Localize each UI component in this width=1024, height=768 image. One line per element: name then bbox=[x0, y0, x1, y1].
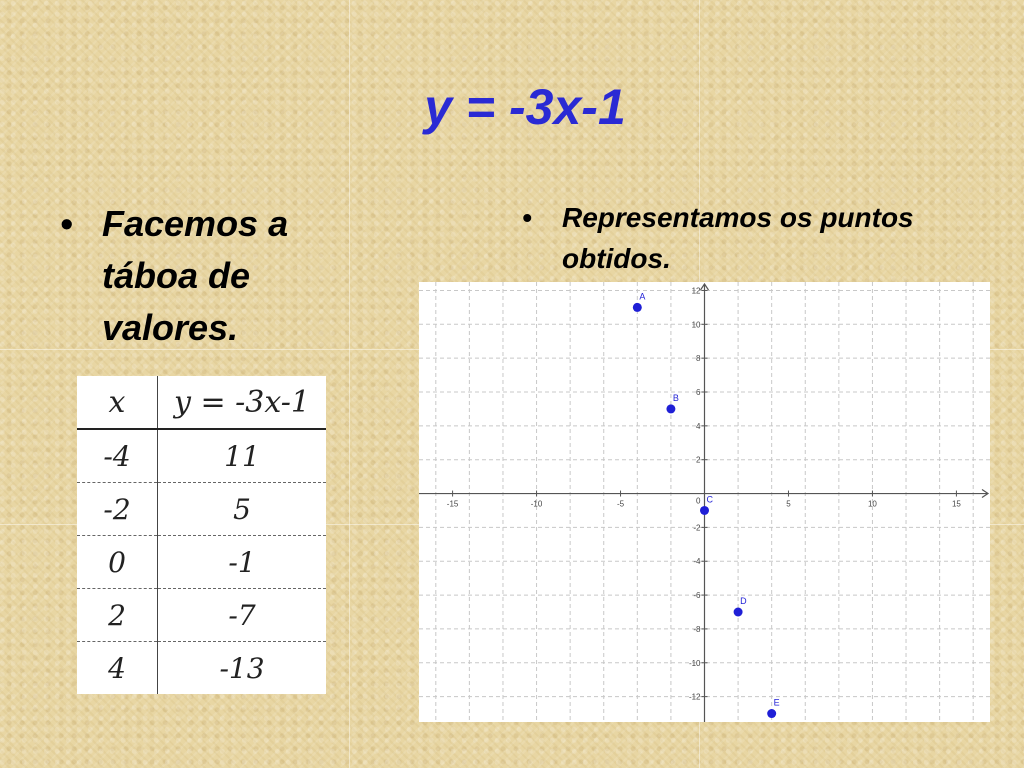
table-header-row bbox=[77, 376, 326, 429]
data-point bbox=[767, 709, 776, 718]
table-header-x: x bbox=[77, 376, 158, 429]
table-cell-y: 5 bbox=[158, 483, 327, 536]
values-table bbox=[77, 376, 326, 694]
table-cell-x: 0 bbox=[77, 536, 158, 589]
table-cell-x: 4 bbox=[77, 642, 158, 695]
y-tick-label: -12 bbox=[688, 692, 701, 702]
x-tick-label: 10 bbox=[867, 499, 877, 509]
table-cell-x: -2 bbox=[77, 483, 158, 536]
x-tick-label: -5 bbox=[616, 499, 625, 509]
right-bullet bbox=[522, 198, 972, 279]
table-cell-y: -1 bbox=[158, 536, 327, 589]
data-point bbox=[666, 404, 675, 413]
origin-label: 0 bbox=[696, 496, 701, 506]
y-tick-label: 4 bbox=[696, 421, 701, 431]
y-tick-label: 6 bbox=[696, 388, 701, 397]
table-row bbox=[77, 642, 326, 695]
table-cell-y: -13 bbox=[219, 651, 265, 685]
y-tick-label: 2 bbox=[696, 455, 701, 465]
x-tick-label: 15 bbox=[951, 499, 961, 509]
table-header-y: y = -3x-1 bbox=[158, 376, 327, 429]
table-row bbox=[77, 483, 326, 536]
data-point bbox=[734, 608, 743, 617]
point-label: A bbox=[639, 291, 646, 302]
coordinate-graph bbox=[419, 282, 990, 722]
bullet-dot-icon: • bbox=[522, 202, 532, 233]
table-cell-x: 2 bbox=[77, 589, 158, 642]
y-tick-label: 10 bbox=[691, 320, 701, 330]
point-label: B bbox=[672, 392, 679, 403]
data-point bbox=[633, 303, 642, 312]
x-tick-label: -10 bbox=[530, 499, 543, 509]
table-row bbox=[77, 429, 326, 483]
y-tick-label: -2 bbox=[693, 523, 701, 533]
y-tick-label: 8 bbox=[696, 354, 701, 364]
slide-title: y = -3x-1 bbox=[424, 79, 626, 135]
point-label: E bbox=[773, 697, 780, 708]
y-tick-label: 12 bbox=[691, 286, 701, 296]
left-bullet-text: Facemos a táboa de valores. bbox=[102, 203, 289, 349]
y-tick-label: -10 bbox=[688, 658, 701, 668]
left-bullet bbox=[60, 198, 350, 355]
data-point bbox=[700, 506, 709, 515]
y-tick-label: -8 bbox=[693, 624, 701, 634]
table-row bbox=[77, 589, 326, 642]
table-cell-y: 11 bbox=[158, 429, 327, 483]
bullet-dot-icon: • bbox=[60, 203, 73, 244]
right-bullet-text: Representamos os puntos obtidos. bbox=[562, 202, 914, 274]
table-cell-x: -4 bbox=[77, 429, 158, 483]
point-label: C bbox=[706, 494, 713, 505]
table-row bbox=[77, 536, 326, 589]
x-tick-label: -15 bbox=[446, 499, 459, 509]
y-tick-label: -4 bbox=[693, 557, 701, 567]
x-tick-label: 5 bbox=[786, 499, 791, 509]
y-tick-label: -6 bbox=[693, 591, 701, 601]
table-cell-y: -7 bbox=[158, 589, 327, 642]
point-label: D bbox=[740, 596, 747, 606]
scatter-plot-svg bbox=[419, 282, 990, 722]
